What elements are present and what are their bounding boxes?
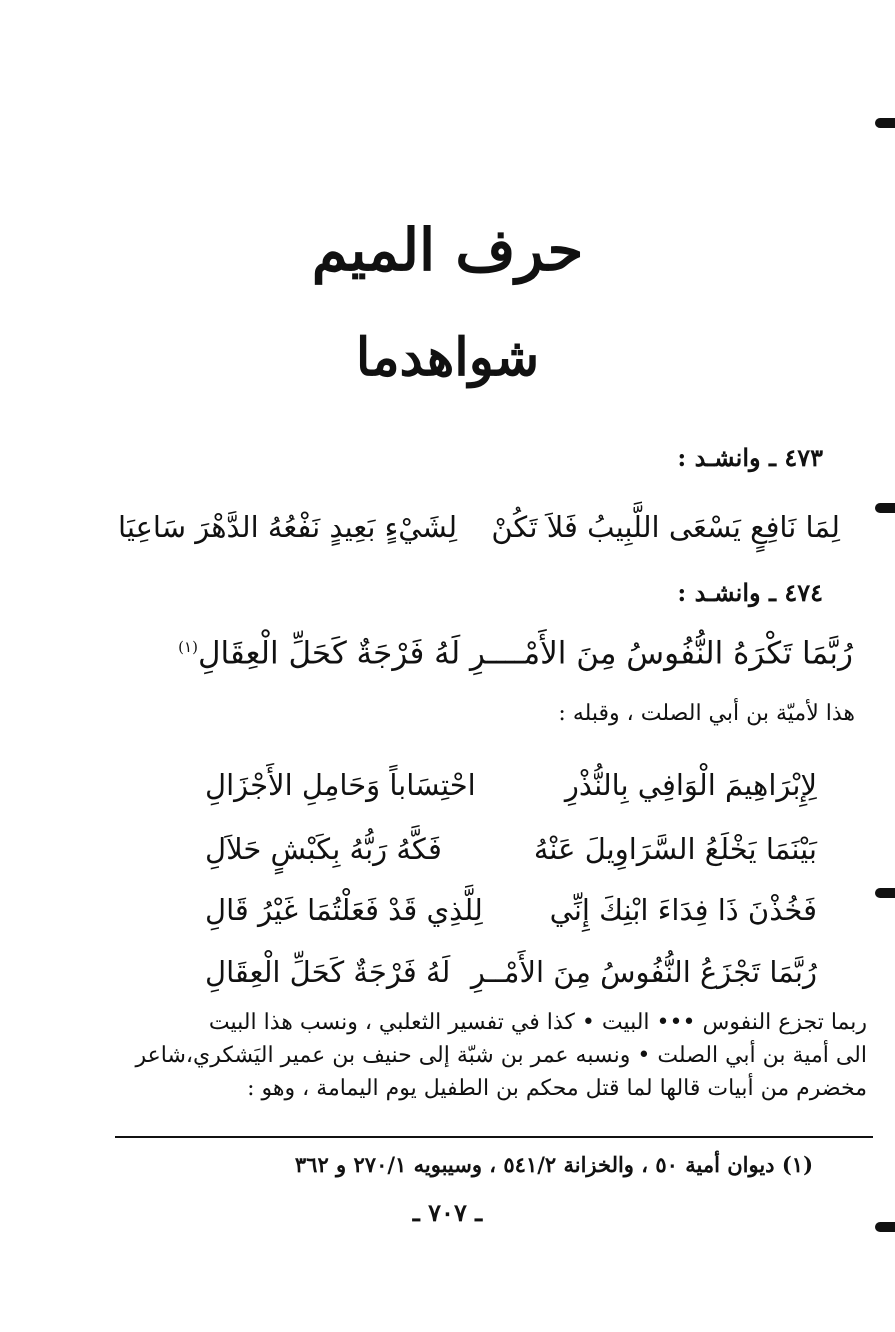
verse-second-hemistich: لِشَيْءٍ بَعِيدٍ نَفْعُهُ الدَّهْرَ سَاعِيَا (118, 510, 458, 544)
verse-first-hemistich: بَيْنَمَا يَخْلَعُ السَّرَاوِيلَ عَنْهُ (533, 832, 817, 866)
quoted-verse (205, 947, 817, 997)
verse-text: رُبَّمَا تَكْرَهُ النُّفُوسُ مِنَ الأَمْــــرِ لَهُ فَرْجَةٌ كَحَلِّ الْعِقَالِ (197, 635, 853, 672)
verse-second-hemistich: فَكَّهُ رَبُّهُ بِكَبْشٍ حَلاَلِ (205, 832, 442, 866)
verse-second-hemistich: لَهُ فَرْجَةٌ كَحَلِّ الْعِقَالِ (205, 955, 451, 989)
verse-line (178, 622, 853, 678)
page-number: ـ ٧٠٧ ـ (412, 1198, 483, 1227)
verse-first-hemistich: لِمَا نَافِعٍ يَسْعَى اللَّبِيبُ فَلاَ تَكُنْ (491, 510, 840, 544)
quoted-verse (205, 760, 817, 810)
verse-second-hemistich: احْتِسَاباً وَحَامِلِ الأَجْزَالِ (205, 768, 476, 802)
verse-second-hemistich: لِلَّذِي قَدْ فَعَلْتُمَا غَيْرُ قَالِ (205, 893, 483, 927)
entry-heading-474: ٤٧٤ ـ وانشـد : (677, 578, 823, 607)
verse-first-hemistich: رُبَّمَا تَجْزَعُ النُّفُوسُ مِنَ الأَمْــرِ (470, 955, 817, 989)
quoted-verse (205, 885, 817, 935)
edge-mark (875, 888, 895, 898)
edge-mark (875, 503, 895, 513)
footnote: (١) ديوان أمية ٥٠ ، والخزانة ٥٤١/٢ ، وسيبويه ٢٧٠/١ و ٣٦٢ (294, 1152, 813, 1177)
verse-first-hemistich: فَخُذْنَ ذَا فِدَاءَ ابْنِكَ إِنِّي (549, 893, 817, 927)
commentary-paragraph (19, 1006, 867, 1105)
verse-473 (118, 502, 840, 552)
attribution-note: هذا لأميّة بن أبي الصلت ، وقبله : (558, 701, 855, 726)
edge-mark (875, 118, 895, 128)
entry-heading-473: ٤٧٣ ـ وانشـد : (677, 443, 823, 472)
commentary-line: مخضرم من أبيات قالها لما قتل محكم بن الطفيل يوم اليمامة ، وهو : (247, 1076, 867, 1101)
verse-first-hemistich: لِإِبْرَاهِيمَ الْوَافِي بِالنُّذْرِ (564, 768, 817, 802)
footnote-divider (115, 1136, 873, 1138)
verse-474 (118, 622, 853, 672)
chapter-title: حرف الميم (311, 216, 584, 284)
footnote-reference: (١) (178, 638, 198, 656)
commentary-line: الى أمية بن أبي الصلت • ونسبه عمر بن شبّة إلى حنيف بن عمير اليَشكري،شاعر (135, 1043, 867, 1068)
commentary-line: ربما تجزع النفوس ••• البيت • كذا في تفسير الثعلبي ، ونسب هذا البيت (208, 1010, 867, 1035)
section-subtitle: شواهدما (355, 327, 540, 388)
quoted-verse (205, 824, 817, 874)
